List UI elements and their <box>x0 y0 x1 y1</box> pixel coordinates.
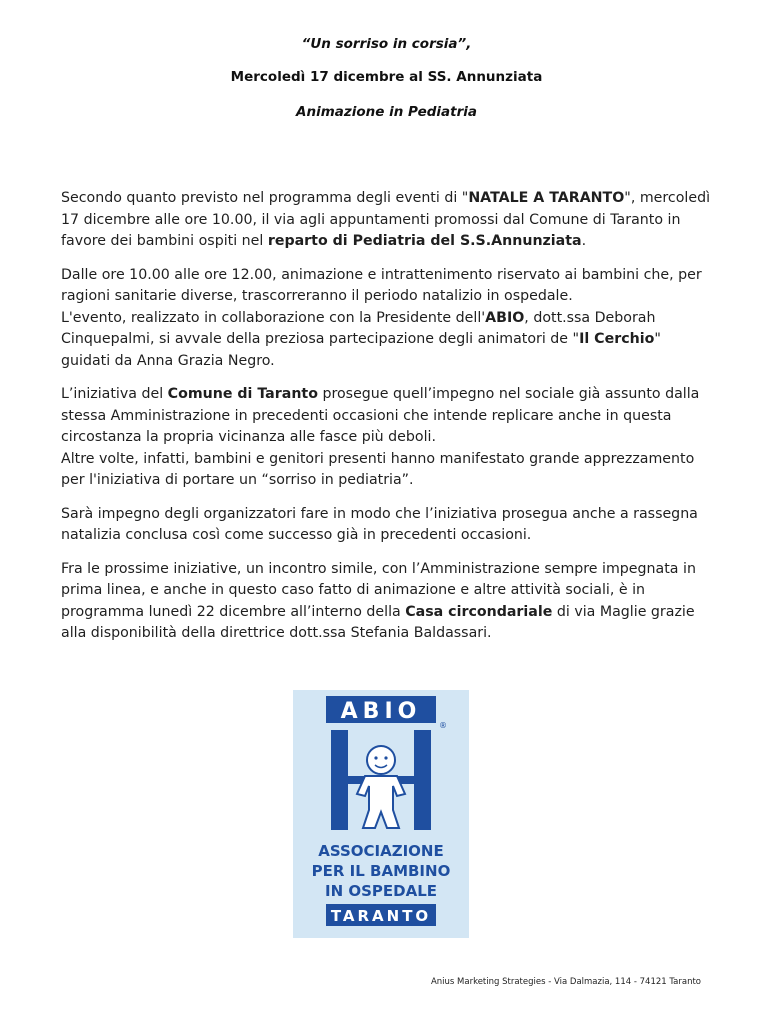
logo-line-2: PER IL BAMBINO <box>311 862 451 880</box>
text: " guidati da Anna Grazia Negro. <box>61 331 661 369</box>
text: , dott.ssa Deborah Cinquepalmi, si avvale della preziosa partecipazione degli animatori de " <box>61 309 656 347</box>
logo-line-3: IN OSPEDALE <box>324 882 438 900</box>
text: ", mercoledì 17 dicembre alle ore 10.00, il via agli appuntamenti promossi dal Comune di Taranto in favore dei bambini ospiti nel <box>61 190 711 249</box>
paragraph-4 <box>61 384 711 449</box>
registered-mark: ® <box>439 721 447 730</box>
bold-text: ABIO <box>485 309 525 326</box>
paragraph-1 <box>61 188 711 253</box>
bold-text: Comune di Taranto <box>167 386 318 402</box>
paragraph-6 <box>61 504 711 547</box>
heading-subtitle: Animazione in Pediatria <box>296 104 477 120</box>
heading-date: Mercoledì 17 dicembre al SS. Annunziata <box>230 69 543 85</box>
bold-text: Il Cerchio <box>579 331 655 347</box>
text: L'evento, realizzato in collaborazione con la Presidente dell' <box>61 309 486 326</box>
text: Fra le prossime iniziative, un incontro simile, con l’Amministrazione sempre impegnata in prima linea, e anche in questo caso fatto di animazione e altre attività sociali, è in programma lunedì 22 dicembre all’interno della <box>61 560 696 620</box>
logo-brand: ABIO <box>340 699 422 724</box>
text: di via Maglie grazie alla disponibilità della direttrice dott.ssa Stefania Baldassari. <box>61 603 695 641</box>
logo-line-4: TARANTO <box>330 907 432 925</box>
footer-address: Anius Marketing Strategies - Via Dalmazia, 114 - 74121 Taranto <box>430 977 701 987</box>
text: Secondo quanto previsto nel programma degli eventi di " <box>61 190 469 206</box>
text: prosegue quell’impegno nel sociale già assunto dalla stessa Amministrazione in precedenti occasioni che intende replicare anche in questa circostanza la propria vicinanza alle fasce più deboli. <box>61 386 700 445</box>
paragraph-5 <box>61 449 711 492</box>
text: . <box>581 233 587 249</box>
logo-line-1: ASSOCIAZIONE <box>318 842 444 860</box>
text: Sarà impegno degli organizzatori fare in modo che l’iniziativa prosegua anche a rassegna natalizia conclusa così come successo già in precedenti occasioni. <box>61 505 698 543</box>
abio-logo <box>293 690 469 938</box>
text: L’iniziativa del <box>61 386 168 402</box>
paragraph-2 <box>61 265 711 308</box>
text: Altre volte, infatti, bambini e genitori presenti hanno manifestato grande apprezzamento per l'iniziativa di portare un “sorriso in pediatria”. <box>61 450 695 488</box>
heading-quote: “Un sorriso in corsia”, <box>301 36 472 52</box>
bold-text: Casa circondariale <box>405 603 553 620</box>
abio-logo-graphic <box>293 690 469 938</box>
article-body <box>61 188 711 645</box>
bold-text: reparto di Pediatria del S.S.Annunziata <box>267 233 582 249</box>
text: Dalle ore 10.00 alle ore 12.00, animazione e intrattenimento riservato ai bambini che, per ragioni sanitarie diverse, trascorreranno il periodo natalizio in ospedale. <box>61 266 702 304</box>
bold-text: NATALE A TARANTO <box>468 190 625 206</box>
paragraph-3 <box>61 308 711 373</box>
paragraph-7 <box>61 559 711 645</box>
